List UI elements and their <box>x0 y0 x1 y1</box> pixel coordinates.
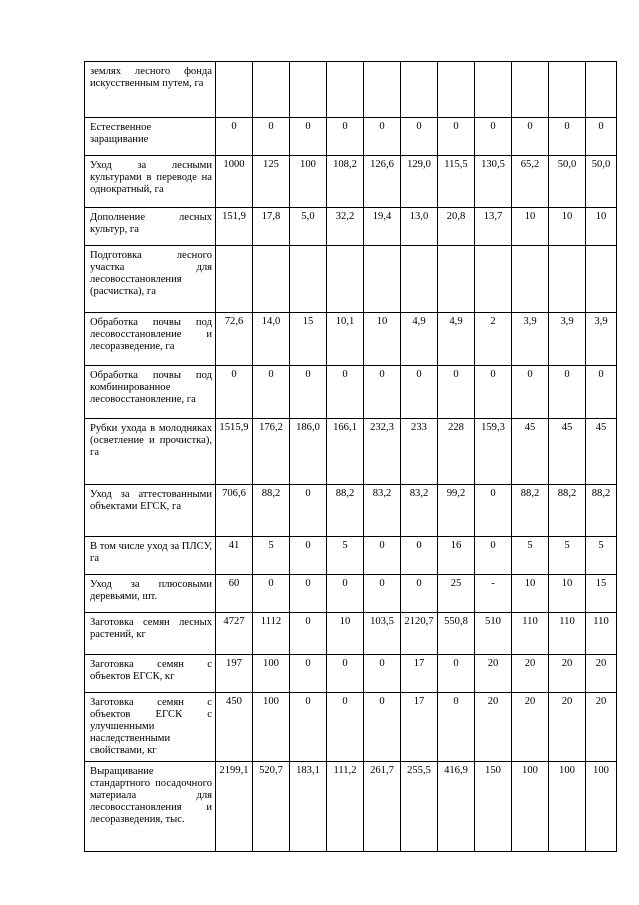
table-cell: 20 <box>475 655 512 693</box>
table-cell: 5 <box>327 537 364 575</box>
table-cell: 4,9 <box>401 313 438 366</box>
table-cell: 0 <box>512 118 549 156</box>
table-cell: 0 <box>438 655 475 693</box>
table-cell: 0 <box>364 693 401 762</box>
table-cell: 0 <box>364 655 401 693</box>
table-cell: 88,2 <box>512 485 549 537</box>
table-cell: 32,2 <box>327 208 364 246</box>
table-cell: 0 <box>586 118 617 156</box>
table-cell: 261,7 <box>364 762 401 852</box>
table-cell: 520,7 <box>253 762 290 852</box>
table-body <box>85 62 617 852</box>
table-cell: 100 <box>253 655 290 693</box>
table-cell: 20 <box>549 693 586 762</box>
table-cell: 16 <box>438 537 475 575</box>
table-cell: 100 <box>512 762 549 852</box>
table-cell: 1000 <box>216 156 253 208</box>
table-cell: 20 <box>512 693 549 762</box>
table-cell: 100 <box>549 762 586 852</box>
table-cell: 0 <box>364 575 401 613</box>
table-cell: 115,5 <box>438 156 475 208</box>
row-label: Заготовка семян с объектов ЕГСК с улучшенными наследственными свойствами, кг <box>85 693 216 762</box>
row-label: землях лесного фонда искусственным путем, га <box>85 62 216 118</box>
table-cell: 0 <box>327 118 364 156</box>
table-cell: 197 <box>216 655 253 693</box>
table-cell <box>549 246 586 313</box>
table-cell: 10 <box>549 575 586 613</box>
table-cell: 0 <box>364 366 401 419</box>
table-cell <box>290 246 327 313</box>
table-cell: 17 <box>401 693 438 762</box>
table-cell: 159,3 <box>475 419 512 485</box>
table-cell: 19,4 <box>364 208 401 246</box>
table-cell <box>549 62 586 118</box>
table-cell <box>401 246 438 313</box>
table-cell: 110 <box>549 613 586 655</box>
table-cell: 550,8 <box>438 613 475 655</box>
table-cell: 4,9 <box>438 313 475 366</box>
table-cell: 5,0 <box>290 208 327 246</box>
table-cell: 111,2 <box>327 762 364 852</box>
row-label: Заготовка семян с объектов ЕГСК, кг <box>85 655 216 693</box>
row-label: В том числе уход за ПЛСУ, га <box>85 537 216 575</box>
table-cell: 5 <box>253 537 290 575</box>
table-row <box>85 613 617 655</box>
table-cell: 166,1 <box>327 419 364 485</box>
table-cell: 10 <box>364 313 401 366</box>
table-cell: 15 <box>586 575 617 613</box>
table-cell: 0 <box>549 366 586 419</box>
table-cell: 88,2 <box>586 485 617 537</box>
table-cell: 0 <box>290 613 327 655</box>
table-cell: 0 <box>401 366 438 419</box>
table-cell: 72,6 <box>216 313 253 366</box>
table-cell: 45 <box>586 419 617 485</box>
table-cell: 2199,1 <box>216 762 253 852</box>
table-cell: 88,2 <box>253 485 290 537</box>
table-cell: 0 <box>253 366 290 419</box>
table-cell: 10 <box>512 575 549 613</box>
table-row <box>85 366 617 419</box>
table-cell <box>253 62 290 118</box>
table-cell: 0 <box>512 366 549 419</box>
row-label: Подготовка лесного участка для лесовосстановления (расчистка), га <box>85 246 216 313</box>
table-cell: 0 <box>253 118 290 156</box>
table-cell: 0 <box>364 537 401 575</box>
table-cell: 110 <box>512 613 549 655</box>
row-label: Уход за аттестованными объектами ЕГСК, га <box>85 485 216 537</box>
table-cell <box>475 62 512 118</box>
table-row <box>85 693 617 762</box>
table-cell: 706,6 <box>216 485 253 537</box>
table-cell: 110 <box>586 613 617 655</box>
table-cell: 13,0 <box>401 208 438 246</box>
table-row <box>85 246 617 313</box>
table-cell: 88,2 <box>549 485 586 537</box>
table-cell: 100 <box>253 693 290 762</box>
table-cell: 3,9 <box>586 313 617 366</box>
table-cell: 5 <box>549 537 586 575</box>
table-cell: 183,1 <box>290 762 327 852</box>
table-cell: 3,9 <box>512 313 549 366</box>
row-label: Обработка почвы под лесовосстановление и лесоразведение, га <box>85 313 216 366</box>
table-cell: 0 <box>290 693 327 762</box>
table-cell: 0 <box>327 575 364 613</box>
table-cell: 25 <box>438 575 475 613</box>
table-cell: 4727 <box>216 613 253 655</box>
table-cell <box>438 62 475 118</box>
table-cell <box>586 62 617 118</box>
table-cell: 5 <box>512 537 549 575</box>
table-cell: 232,3 <box>364 419 401 485</box>
table-cell <box>475 246 512 313</box>
table-cell: 88,2 <box>327 485 364 537</box>
table-cell: 108,2 <box>327 156 364 208</box>
table-cell: 0 <box>364 118 401 156</box>
table-cell: 20 <box>475 693 512 762</box>
table-cell: 0 <box>327 655 364 693</box>
data-table <box>84 61 617 852</box>
table-cell: 10 <box>327 613 364 655</box>
table-row <box>85 118 617 156</box>
table-row <box>85 313 617 366</box>
table-cell: 3,9 <box>549 313 586 366</box>
table-cell: 0 <box>549 118 586 156</box>
table-row <box>85 419 617 485</box>
table-cell: 0 <box>438 118 475 156</box>
table-cell: 20 <box>512 655 549 693</box>
table-cell: 41 <box>216 537 253 575</box>
table-cell: 50,0 <box>549 156 586 208</box>
table-cell: - <box>475 575 512 613</box>
table-cell: 2 <box>475 313 512 366</box>
row-label: Дополнение лесных культур, га <box>85 208 216 246</box>
table-cell: 0 <box>475 366 512 419</box>
table-cell: 60 <box>216 575 253 613</box>
table-cell: 103,5 <box>364 613 401 655</box>
table-cell: 20 <box>586 693 617 762</box>
table-cell <box>216 62 253 118</box>
row-label: Заготовка семян лесных растений, кг <box>85 613 216 655</box>
table-row <box>85 537 617 575</box>
table-cell: 50,0 <box>586 156 617 208</box>
table-cell: 0 <box>216 118 253 156</box>
table-cell <box>401 62 438 118</box>
table-cell: 0 <box>401 118 438 156</box>
table-cell: 0 <box>216 366 253 419</box>
table-cell <box>216 246 253 313</box>
row-label: Рубки ухода в молодняках (осветление и прочистка), га <box>85 419 216 485</box>
table-cell <box>327 62 364 118</box>
table-cell: 0 <box>327 693 364 762</box>
table-cell: 20,8 <box>438 208 475 246</box>
row-label: Естественное заращивание <box>85 118 216 156</box>
table-cell: 0 <box>401 537 438 575</box>
row-label: Уход за плюсовыми деревьями, шт. <box>85 575 216 613</box>
table-cell: 10 <box>586 208 617 246</box>
table-cell: 0 <box>475 485 512 537</box>
table-cell: 125 <box>253 156 290 208</box>
table-cell: 17,8 <box>253 208 290 246</box>
row-label: Уход за лесными культурами в переводе на однократный, га <box>85 156 216 208</box>
table-cell: 10 <box>549 208 586 246</box>
table-cell: 0 <box>290 655 327 693</box>
table-cell: 10,1 <box>327 313 364 366</box>
table-cell: 65,2 <box>512 156 549 208</box>
row-label: Обработка почвы под комбинированное лесовосстановление, га <box>85 366 216 419</box>
table-row <box>85 655 617 693</box>
table-cell: 150 <box>475 762 512 852</box>
table-cell: 0 <box>327 366 364 419</box>
table-row <box>85 762 617 852</box>
table-cell: 450 <box>216 693 253 762</box>
table-cell: 1515,9 <box>216 419 253 485</box>
table-cell: 0 <box>290 575 327 613</box>
table-cell: 17 <box>401 655 438 693</box>
table-cell: 186,0 <box>290 419 327 485</box>
table-cell: 10 <box>512 208 549 246</box>
table-cell: 130,5 <box>475 156 512 208</box>
table-cell: 228 <box>438 419 475 485</box>
row-label: Выращивание стандартного посадочного материала для лесовосстановления и лесоразведения, тыс. <box>85 762 216 852</box>
table-cell: 20 <box>549 655 586 693</box>
table-cell: 0 <box>401 575 438 613</box>
table-cell: 0 <box>586 366 617 419</box>
table-cell: 416,9 <box>438 762 475 852</box>
table-cell: 99,2 <box>438 485 475 537</box>
table-cell: 0 <box>475 537 512 575</box>
table-cell: 0 <box>290 537 327 575</box>
table-cell <box>512 62 549 118</box>
table-cell: 1112 <box>253 613 290 655</box>
table-cell: 126,6 <box>364 156 401 208</box>
table-row <box>85 485 617 537</box>
table-cell: 45 <box>512 419 549 485</box>
table-cell: 15 <box>290 313 327 366</box>
table-cell: 0 <box>253 575 290 613</box>
table-cell: 13,7 <box>475 208 512 246</box>
table-cell: 0 <box>290 485 327 537</box>
table-cell: 20 <box>586 655 617 693</box>
table-cell <box>586 246 617 313</box>
table-cell: 233 <box>401 419 438 485</box>
table-cell: 176,2 <box>253 419 290 485</box>
table-cell: 100 <box>586 762 617 852</box>
table-row <box>85 208 617 246</box>
table-cell: 0 <box>290 366 327 419</box>
table-cell: 2120,7 <box>401 613 438 655</box>
table-cell: 100 <box>290 156 327 208</box>
table-cell: 14,0 <box>253 313 290 366</box>
table-cell <box>327 246 364 313</box>
table-row <box>85 575 617 613</box>
table-cell: 45 <box>549 419 586 485</box>
table-cell <box>290 62 327 118</box>
table-cell: 83,2 <box>401 485 438 537</box>
table-cell: 0 <box>438 693 475 762</box>
table-cell <box>364 62 401 118</box>
table-cell <box>512 246 549 313</box>
table-cell: 129,0 <box>401 156 438 208</box>
table-cell <box>438 246 475 313</box>
table-cell: 510 <box>475 613 512 655</box>
table-cell: 5 <box>586 537 617 575</box>
table-cell: 0 <box>290 118 327 156</box>
table-cell: 255,5 <box>401 762 438 852</box>
table-cell <box>253 246 290 313</box>
table-row <box>85 62 617 118</box>
table-cell: 0 <box>475 118 512 156</box>
table-row <box>85 156 617 208</box>
table-cell: 83,2 <box>364 485 401 537</box>
table-cell: 0 <box>438 366 475 419</box>
table-cell <box>364 246 401 313</box>
table-cell: 151,9 <box>216 208 253 246</box>
